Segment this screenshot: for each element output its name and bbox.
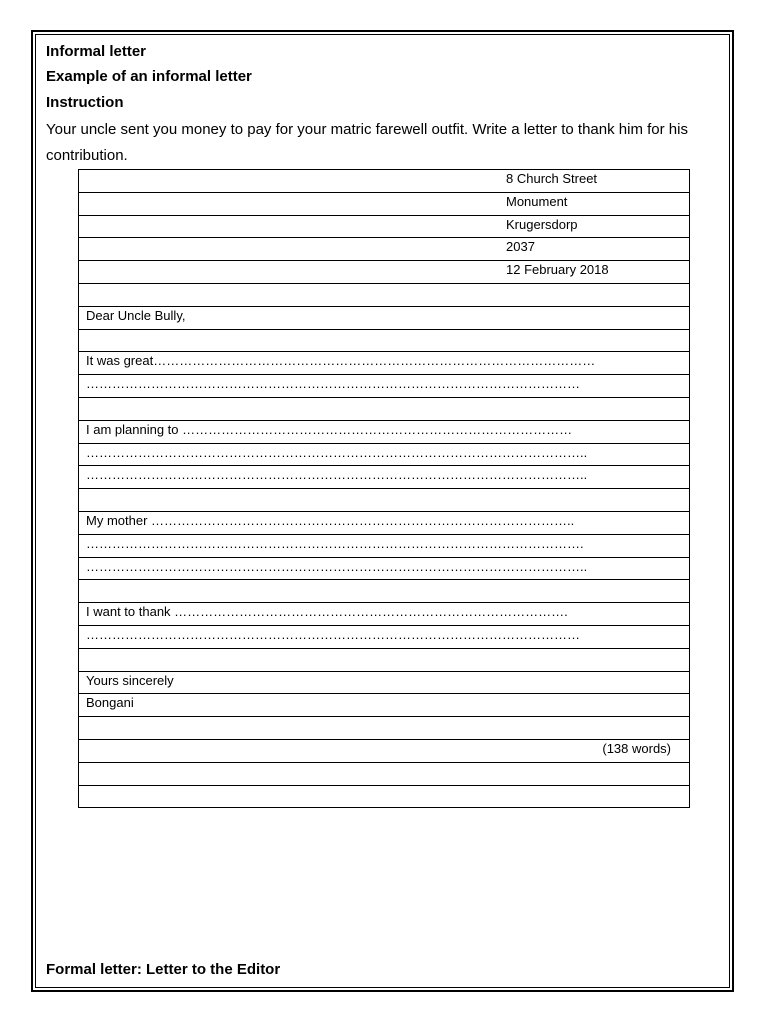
table-row	[79, 694, 690, 717]
table-row	[79, 489, 690, 512]
table-row	[79, 580, 690, 603]
table-row	[79, 625, 690, 648]
letter-line-planning-continued-2: ……………………………………………………………………………………………………..	[86, 467, 588, 483]
table-row	[79, 306, 690, 329]
section-title: Informal letter	[46, 43, 147, 60]
letter-line-thank: I want to thank ……………………………………………………………………………….	[86, 604, 568, 620]
table-row	[79, 739, 690, 762]
table-row	[79, 238, 690, 261]
table-row	[79, 603, 690, 626]
letter-table	[78, 169, 690, 808]
address-line-suburb: Monument	[506, 193, 568, 209]
example-heading: Example of an informal letter	[46, 68, 252, 85]
instruction-label: Instruction	[46, 94, 124, 111]
letter-line-planning: I am planning to ………………………………………………………………………………	[86, 421, 573, 437]
table-row	[79, 420, 690, 443]
table-row	[79, 215, 690, 238]
table-row	[79, 762, 690, 785]
table-row	[79, 785, 690, 808]
table-row	[79, 443, 690, 466]
address-line-code: 2037	[506, 239, 535, 255]
table-row	[79, 466, 690, 489]
letter-line-mother: My mother ……………………………………………………………………………………..	[86, 512, 575, 528]
letter-line-mother-continued: …………………………………………………………………………………………………….	[86, 535, 584, 551]
instruction-text: Your uncle sent you money to pay for your matric farewell outfit. Write a letter to thank him for his contribution.	[46, 121, 688, 164]
table-row	[79, 648, 690, 671]
letter-greeting: Dear Uncle Bully,	[86, 307, 186, 323]
table-row	[79, 352, 690, 375]
table-row	[79, 534, 690, 557]
table-row	[79, 557, 690, 580]
letter-closing: Yours sincerely	[86, 672, 174, 688]
word-count: (138 words)	[602, 740, 671, 756]
table-row	[79, 717, 690, 740]
table-row	[79, 511, 690, 534]
table-row	[79, 375, 690, 398]
letter-line-great-continued: ……………………………………………………………………………………………………	[86, 376, 580, 392]
letter-date: 12 February 2018	[506, 262, 609, 278]
table-row	[79, 283, 690, 306]
letter-signature: Bongani	[86, 695, 134, 711]
table-row	[79, 671, 690, 694]
letter-line-mother-continued-2: ……………………………………………………………………………………………………..	[86, 558, 588, 574]
table-row	[79, 397, 690, 420]
table-row	[79, 261, 690, 284]
table-row	[79, 329, 690, 352]
letter-line-great: It was great…………………………………………………………………………………………	[86, 353, 596, 369]
footer-heading: Formal letter: Letter to the Editor	[46, 961, 281, 978]
table-row	[79, 192, 690, 215]
letter-line-thank-continued: ……………………………………………………………………………………………………	[86, 626, 580, 642]
address-line-town: Krugersdorp	[506, 216, 578, 232]
letter-line-planning-continued: ……………………………………………………………………………………………………..	[86, 444, 588, 460]
table-row	[79, 170, 690, 193]
address-line-street: 8 Church Street	[506, 171, 598, 186]
